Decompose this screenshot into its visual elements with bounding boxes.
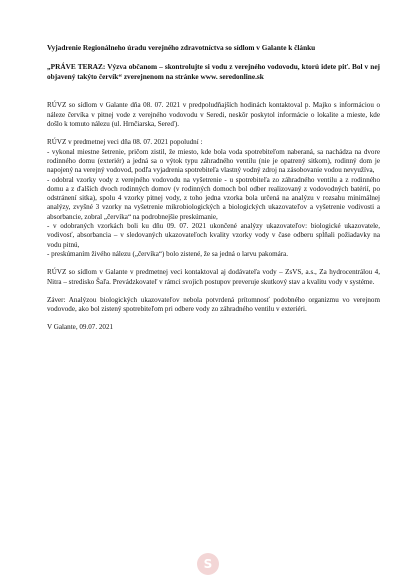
paragraph-actions-intro: RÚVZ v predmetnej veci dňa 08. 07. 2021 popoludní : [47, 138, 203, 147]
list-item: - vykonal miestne šetrenie, pričom zistil, že miesto, kde bola voda spotrebiteľom naberaná, sa nachádza na dvore rodinného domu (exteriér) a jedná sa o výtok typu záhradného ventilu (nie je opatrený sitkom), rodinný dom je napojený na verejný vodovod, podľa vyjadrenia spotrebiteľa vlastný vodný zdroj na zásobovanie vodou nevyužíva, [47, 147, 380, 175]
paragraph-contact: RÚVZ so sídlom v Galante dňa 08. 07. 2021 v predpoludňajších hodinách kontaktoval p. Majko s informáciou o náleze červíka v pitnej vode z verejného vodovodu v Seredi, neskôr poskytol informácie o lokalite a mieste, kde došlo k tomuto nálezu (ul. Hrnčiarska, Sereď). [47, 101, 380, 129]
list-item: - odobral vzorky vody z verejného vodovodu na vyšetrenie - u spotrebiteľa zo záhradného ventilu a z rodinného domu a z ďalších dvoch rodinných domov (v rodinných domoch bol odber realizovaný z vodovodných batérií, po odstránení sitka), spolu 4 vzorky pitnej vody, z toho jedna vzorka bola určená na analýzu v rozsahu minimálnej analýzy, zvyšné 3 vzorky na vyšetrenie mikrobiologických a biologických ukazovateľov a vyšetrenie vodivosti a absorbancie, zobral „červíka“ na podrobnejšie preskúmanie, [47, 175, 380, 221]
document-page [47, 43, 380, 333]
article-title-intro: „PRÁVE TERAZ: Výzva občanom – skontrolujte si vodu z verejného vodovodu, ktorú idete piť. Bol v nej objavený takýto červík“ zverejnenom na stránke www. seredonline.sk [47, 62, 380, 81]
paragraph-supplier: RÚVZ so sídlom v Galante v predmetnej veci kontaktoval aj dodávateľa vody – ZsVS, a.s., Za hydrocentrálou 4, Nitra – stredisko Šaľa. Prevádzkovateľ v rámci svojich postupov preveruje skutkový stav a kvalitu vody v systéme. [47, 268, 380, 286]
paragraph-conclusion: Záver: Analýzou biologických ukazovateľov nebola potvrdená prítomnosť podobného organizmu vo verejnom vodovode, ako bol zistený spotrebiteľom pri odbere vody zo záhradného ventilu v exteriéri. [47, 295, 380, 314]
document-heading: Vyjadrenie Regionálneho úradu verejného zdravotníctva so sídlom v Galante k článku [47, 43, 316, 52]
list-item: - v odobraných vzorkách boli ku dňu 09. 07. 2021 ukončené analýzy ukazovateľov: biologické ukazovatele, vodivosť, absorbancia – v sledovaných ukazovateľoch kvality vzorky vody v čase odberu spĺňali požiadavky na vodu pitnú, [47, 222, 380, 249]
actions-list [47, 148, 380, 260]
list-item: - preskúmaním živého nálezu („červíka“) bolo zistené, že sa jedná o larvu pakomára. [47, 249, 289, 258]
place-date: V Galante, 09.07. 2021 [47, 323, 114, 332]
s-logo-watermark-icon: S [197, 553, 219, 575]
